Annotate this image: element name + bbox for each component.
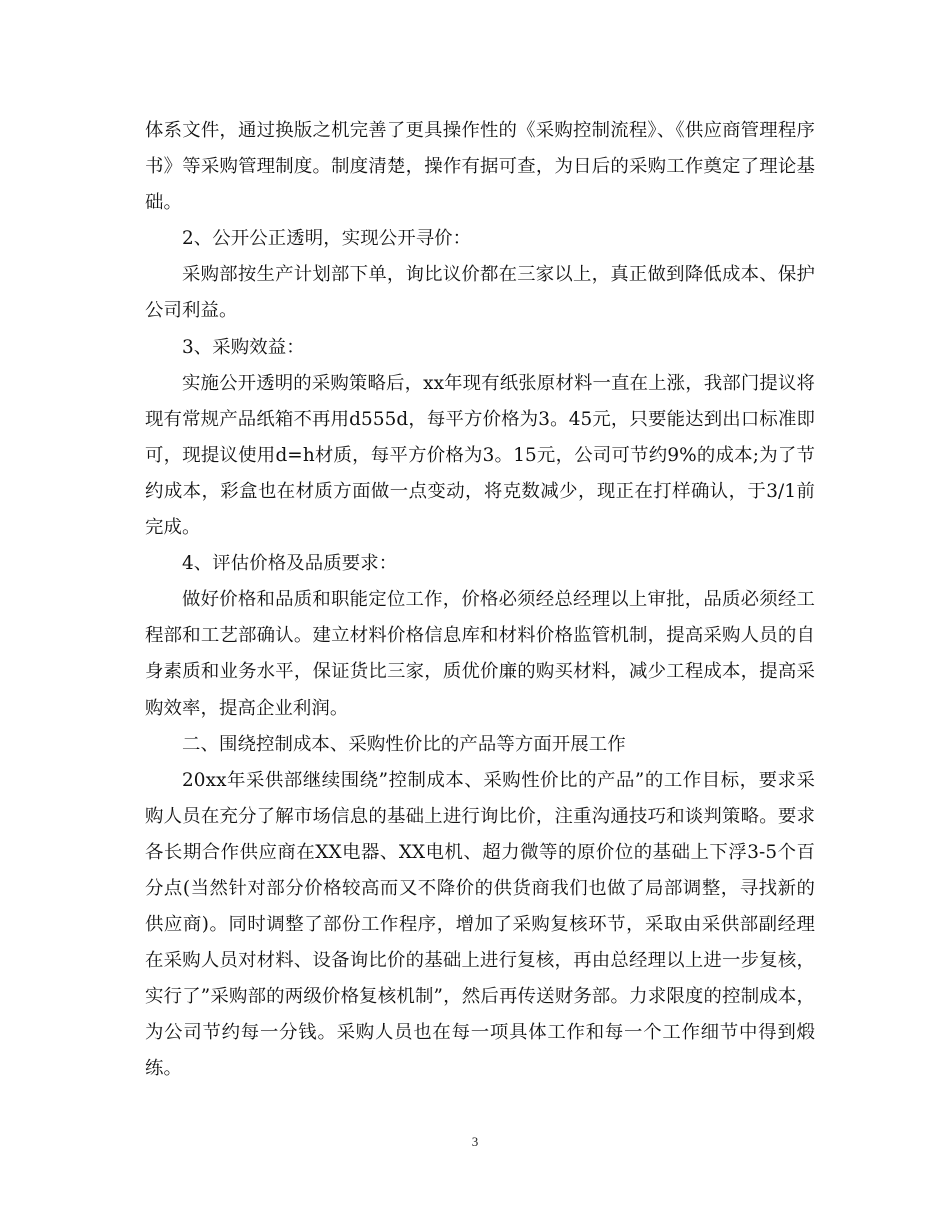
page-number: 3 — [471, 1134, 479, 1149]
paragraph: 实施公开透明的采购策略后，xx年现有纸张原材料一直在上涨，我部门提议将现有常规产品纸箱不再用d555d，每平方价格为3。45元，只要能达到出口标准即可，现提议使用d=h材质，每平方价格为3。15元，公司可节约9%的成本;为了节约成本，彩盒也在材质方面做一点变动，将克数减少，现正在打样确认，于3/1前完成。 — [145, 372, 815, 539]
section-heading-3: 3、采购效益： — [182, 336, 305, 358]
paragraph: 20xx年采供部继续围绕”控制成本、采购性价比的产品”的工作目标，要求采购人员在充分了解市场信息的基础上进行询比价，注重沟通技巧和谈判策略。要求各长期合作供应商在XX电器、XX电机、超力微等的原价位的基础上下浮3-5个百分点(当然针对部分价格较高而又不降价的供货商我们也做了局部调整，寻找新的供应商)。同时调整了部份工作程序，增加了采购复核环节，采取由采供部副经理在采购人员对材料、设备询比价的基础上进行复核，再由总经理以上进一步复核，实行了”采购部的两级价格复核机制”，然后再传送财务部。力求限度的控制成本，为公司节约每一分钱。采购人员也在每一项具体工作和每一个工作细节中得到煅练。 — [145, 769, 815, 1080]
paragraph: 采购部按生产计划部下单，询比议价都在三家以上，真正做到降低成本、保护公司利益。 — [145, 264, 815, 322]
paragraph-continuation: 体系文件，通过换版之机完善了更具操作性的《采购控制流程》、《供应商管理程序书》等采购管理制度。制度清楚，操作有据可查，为日后的采购工作奠定了理论基础。 — [145, 120, 815, 214]
section-heading-4: 4、评估价格及品质要求： — [182, 553, 398, 575]
section-heading-2: 2、公开公正透明，实现公开寻价： — [182, 228, 472, 250]
document-body — [145, 113, 815, 1088]
section-heading-two: 二、围绕控制成本、采购性价比的产品等方面开展工作 — [182, 733, 626, 755]
paragraph: 做好价格和品质和职能定位工作，价格必须经总经理以上审批，品质必须经工程部和工艺部确认。建立材料价格信息库和材料价格监管机制，提高采购人员的自身素质和业务水平，保证货比三家，质优价廉的购买材料，减少工程成本，提高采购效率，提高企业利润。 — [145, 589, 815, 719]
